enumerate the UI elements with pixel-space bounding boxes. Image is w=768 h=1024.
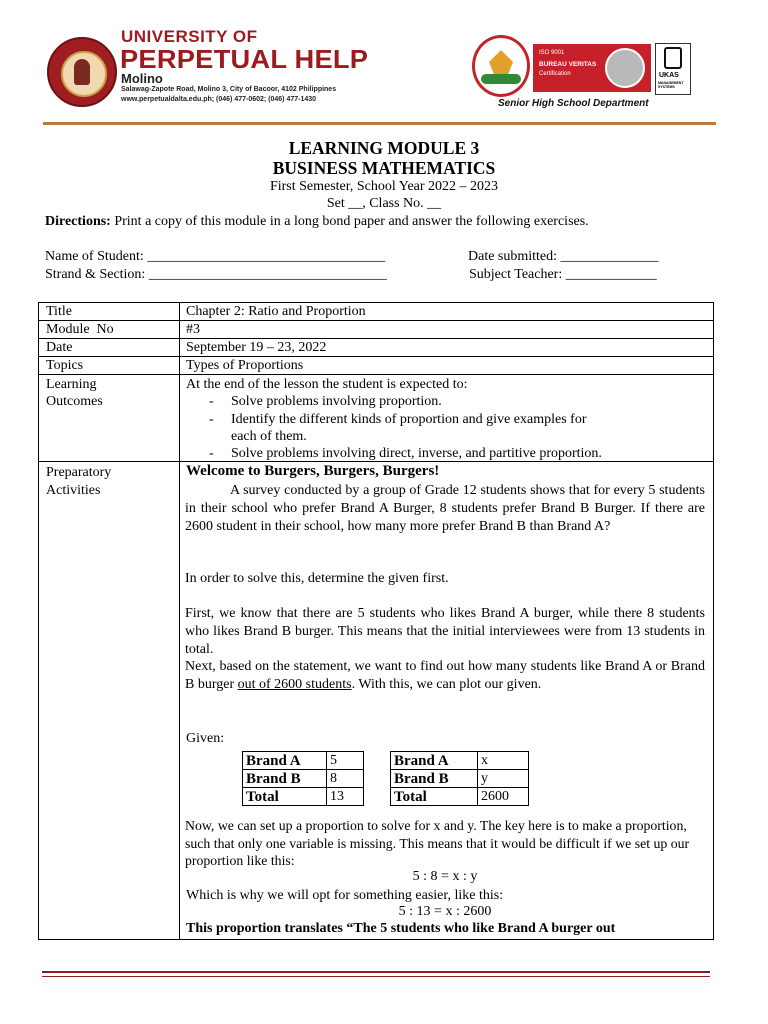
university-seal-logo [47,37,117,107]
given-value: 13 [327,788,364,806]
row-value-module: #3 [186,322,200,337]
ukas-sub: MANAGEMENT SYSTEMS [658,81,684,89]
ukas-badge [655,43,691,95]
subject-teacher-field: Subject Teacher: _____________ [469,267,657,282]
seal-figure-icon [74,59,90,85]
row-label-module: Module No [46,322,114,337]
university-contact: www.perpetualdalta.edu.ph; (046) 477-0602; (046) 477-1430 [121,96,317,103]
activity-paragraph-5: Now, we can set up a proportion to solve for x and y. The key here is to make a proportion, such that only one variable is missing. This means that it would be difficult if we set up our proportion like this: [185,818,690,868]
campus-name: Molino [121,71,163,86]
table-row-divider [38,374,714,375]
shs-leaf-icon [481,74,521,84]
row-label-date: Date [46,340,73,355]
directions [45,213,725,230]
table-row-divider [38,356,714,357]
row-label-prep-2: Activities [46,483,101,498]
ukas-label: UKAS [659,72,679,79]
row-label-prep-1: Preparatory [46,465,112,480]
given-label: Given: [186,731,225,746]
university-address: Salawag-Zapote Road, Molino 3, City of Bacoor, 4102 Philippines [121,86,337,93]
cert-iso: ISO 9001 [539,50,565,56]
university-line: UNIVERSITY OF [121,27,258,46]
given-key: Brand A [391,752,478,770]
row-value-topics: Types of Proportions [186,358,304,373]
table-row [243,788,364,806]
bureau-veritas-badge [533,44,651,92]
table-row [243,752,364,770]
table-row [391,788,529,806]
row-label-outcomes-1: Learning [46,377,97,392]
shs-department-logo [472,35,530,97]
table-row [391,752,529,770]
outcome-item: Solve problems involving direct, inverse, and partitive proportion. [231,446,602,461]
cert-label: Certification [539,71,571,77]
row-label-outcomes-2: Outcomes [46,394,103,409]
directions-label: Directions: [45,214,111,229]
row-label-topics: Topics [46,358,84,373]
given-key: Total [243,788,327,806]
ukas-crown-icon [664,47,682,69]
row-label-title: Title [46,304,72,319]
row-value-date: September 19 – 23, 2022 [186,340,327,355]
activity-paragraph-4 [185,658,705,694]
paragraph-4-text-b: . With this, we can plot our given. [351,677,542,692]
given-value: y [478,770,529,788]
given-key: Brand B [391,770,478,788]
activity-paragraph-3: First, we know that there are 5 students who likes Brand A burger, while there 8 students who likes Brand B burger. This means that the initial interviewees were from 13 students in total. [185,606,705,657]
table-row [243,770,364,788]
given-value: 8 [327,770,364,788]
activity-paragraph-2: In order to solve this, determine the given first. [185,571,449,586]
paragraph-4-underline: out of 2600 students [237,677,352,692]
outcomes-intro: At the end of the lesson the student is expected to: [186,377,468,392]
activity-heading: Welcome to Burgers, Burgers, Burgers! [186,463,440,479]
date-submitted-field: Date submitted: ______________ [468,249,659,264]
bureau-veritas-seal-icon [605,48,645,88]
module-title: LEARNING MODULE 3 [288,138,480,158]
table-column-divider [179,302,180,940]
given-value: x [478,752,529,770]
footer-divider [42,976,710,977]
activity-paragraph-7: This proportion translates “The 5 students who like Brand A burger out [186,921,616,936]
table-row-divider [38,338,714,339]
bullet-dash: - [209,412,214,427]
given-table-total [390,751,529,806]
directions-text: Print a copy of this module in a long bond paper and answer the following exercises. [110,214,589,229]
subject-title: BUSINESS MATHEMATICS [272,158,496,178]
outcome-item: Identify the different kinds of proportion and give examples for [231,412,587,427]
given-value: 2600 [478,788,529,806]
activity-paragraph-6: Which is why we will opt for something easier, like this: [186,888,504,903]
equation-1: 5 : 8 = x : y [412,869,478,884]
equation-2: 5 : 13 = x : 2600 [398,904,492,919]
outcome-item: Solve problems involving proportion. [231,394,442,409]
university-name: PERPETUAL HELP [120,44,369,74]
activity-paragraph-1: A survey conducted by a group of Grade 12 students shows that for every 5 students in their school who prefer Brand A Burger, 8 students prefer Brand B Burger. If there are 2600 student in their school, how many more prefer Brand B than Brand A? [185,483,705,534]
given-key: Brand A [243,752,327,770]
semester-line: First Semester, School Year 2022 – 2023 [269,179,499,194]
bullet-dash: - [209,446,214,461]
strand-section-field: Strand & Section: __________________________________ [45,267,387,282]
given-table-ratio [242,751,364,806]
department-name: Senior High School Department [498,98,649,109]
cert-name: BUREAU VERITAS [539,61,597,68]
table-row [391,770,529,788]
row-value-title: Chapter 2: Ratio and Proportion [186,304,366,319]
paragraph-4-text-a: Next, based on the statement, we want to find out how many students like Brand A or Brand B burger [185,659,705,692]
table-row-divider [38,320,714,321]
footer-divider [42,971,710,973]
student-name-field: Name of Student: __________________________________ [45,249,386,264]
given-value: 5 [327,752,364,770]
bullet-dash: - [209,394,214,409]
outcome-item-continued: each of them. [231,429,307,444]
header-divider [43,122,716,125]
given-key: Brand B [243,770,327,788]
set-class-line: Set __, Class No. __ [326,196,442,211]
given-key: Total [391,788,478,806]
